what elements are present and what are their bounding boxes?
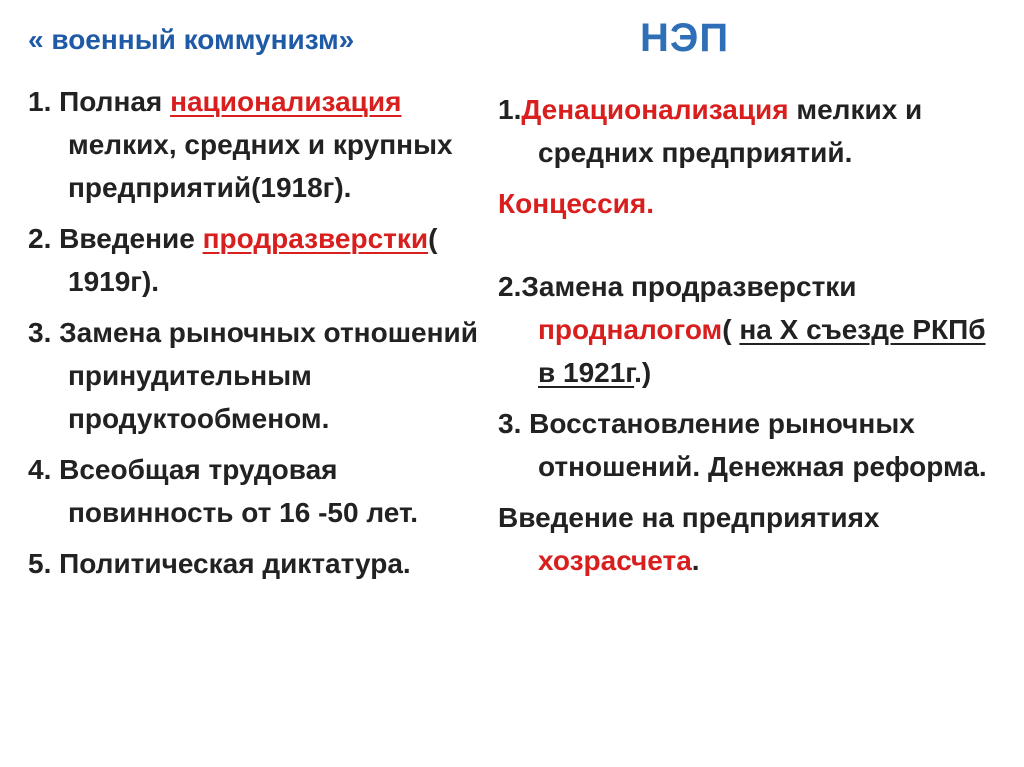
right-item-1: [498, 88, 1008, 174]
left-item-2-prefix: 2. Введение: [28, 223, 203, 254]
right-item-concession-highlight: Концессия.: [498, 188, 654, 219]
left-column: [28, 80, 498, 593]
right-item-2-prefix: 2.Замена продразверстки: [498, 271, 857, 302]
right-item-1-highlight: Денационализация: [521, 94, 789, 125]
left-item-5: 5. Политическая диктатура.: [28, 548, 411, 579]
left-column-title: « военный коммунизм»: [28, 24, 355, 55]
right-item-2-highlight: продналогом: [538, 314, 723, 345]
left-item-1-rest: мелких, средних и крупных предприятий(1918г).: [68, 129, 453, 203]
right-item-2-bracket-close: .): [634, 357, 652, 388]
left-item-2-rest: ( 1919г).: [68, 223, 438, 297]
right-item-2-bracket-open: (: [722, 314, 740, 345]
left-item-1-prefix: 1. Полная: [28, 86, 171, 117]
right-item-3: 3. Восстановление рыночных отношений. Денежная реформа.: [498, 408, 987, 482]
right-column: [498, 88, 1008, 590]
right-item-4-prefix: Введение на предприятиях: [498, 502, 880, 533]
right-item-4-rest: .: [691, 545, 700, 576]
left-item-1: [28, 80, 498, 209]
right-item-1-rest: мелких и средних предприятий.: [538, 94, 923, 168]
left-item-4: 4. Всеобщая трудовая повинность от 16 -50 лет.: [28, 454, 418, 528]
right-item-concession: [498, 182, 1008, 225]
left-item-2: [28, 217, 498, 303]
left-item-2-highlight: продразверстки: [202, 223, 429, 254]
right-item-4: [498, 496, 1008, 582]
left-item-1-highlight: национализация: [170, 86, 402, 117]
right-item-1-prefix: 1.: [498, 94, 522, 125]
right-item-4-highlight: хозрасчета: [538, 545, 692, 576]
right-item-2-underlined: на Х съезде РКПб в 1921г: [538, 314, 986, 388]
left-item-3: 3. Замена рыночных отношений принудительным продуктообменом.: [28, 317, 478, 434]
right-column-title: НЭП: [640, 16, 730, 60]
right-item-2: [498, 265, 1008, 394]
